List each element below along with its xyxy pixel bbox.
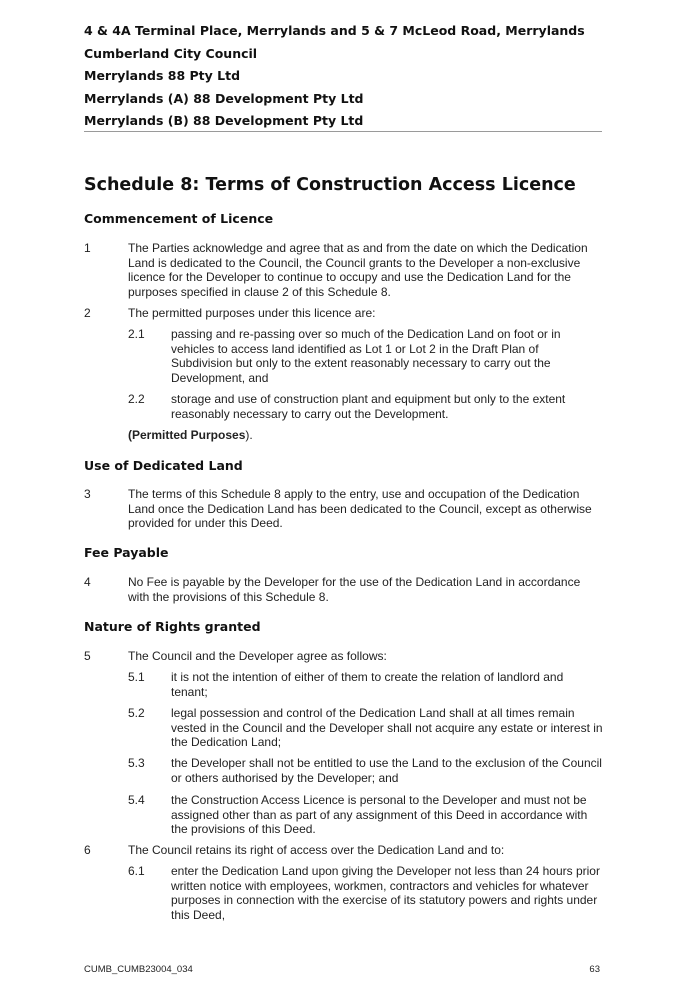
clause-5-1-text: it is not the intention of either of them to create the relation of landlord and tenant; xyxy=(171,670,564,699)
header-party-council: Cumberland City Council xyxy=(84,45,258,61)
clause-3-number: 3 xyxy=(84,487,91,501)
heading-nature-of-rights: Nature of Rights granted xyxy=(84,619,261,634)
clause-5-3-number: 5.3 xyxy=(128,756,145,770)
clause-5-2-number: 5.2 xyxy=(128,706,145,720)
clause-5-3-text: the Developer shall not be entitled to use the Land to the exclusion of the Council or others authorised by the Developer; and xyxy=(171,756,602,785)
header-party-developer: Merrylands 88 Pty Ltd xyxy=(84,68,241,83)
header-project-address: 4 & 4A Terminal Place, Merrylands and 5 & 7 McLeod Road, Merrylands xyxy=(84,23,585,38)
clause-2-number: 2 xyxy=(84,306,91,320)
clause-3-text: The terms of this Schedule 8 apply to the entry, use and occupation of the Dedication Land once the Dedication Land has been dedicated to the Council, except as otherwise provided for under this Deed. xyxy=(128,487,592,531)
heading-use-of-dedicated-land: Use of Dedicated Land xyxy=(84,458,243,473)
clause-2-1-number: 2.1 xyxy=(128,327,145,341)
heading-commencement: Commencement of Licence xyxy=(84,211,274,226)
clause-1-number: 1 xyxy=(84,241,91,255)
clause-5-1-number: 5.1 xyxy=(128,670,145,684)
header-party-developer-a: Merrylands (A) 88 Development Pty Ltd xyxy=(84,90,364,106)
footer-document-reference: CUMB_CUMB23004_034 xyxy=(84,964,193,975)
clause-6-1-text: enter the Dedication Land upon giving the Developer not less than 24 hours prior written notice with employees, workmen, contractors and vehicles for whatever purposes in connection with the exercise of its statutory powers and rights under this Deed, xyxy=(171,864,600,922)
clause-1-text: The Parties acknowledge and agree that as and from the date on which the Dedication Land is dedicated to the Council, the Council grants to the Developer a non-exclusive licence for the Developer to continue to occupy and use the Dedication Land for the purposes specified in clause 2 of this Schedule 8. xyxy=(128,241,588,299)
clause-5-4-number: 5.4 xyxy=(128,793,145,807)
clause-5-number: 5 xyxy=(84,649,91,663)
permitted-purposes-definition xyxy=(128,428,253,443)
document-header xyxy=(84,20,602,133)
clause-2-text: The permitted purposes under this licence are: xyxy=(128,306,376,320)
clause-6-number: 6 xyxy=(84,843,91,857)
clause-2-2-text: storage and use of construction plant and equipment but only to the extent reasonably necessary to carry out the Development. xyxy=(171,392,566,421)
header-divider xyxy=(84,131,602,132)
defined-term-suffix: ). xyxy=(245,428,253,442)
clause-2-2-number: 2.2 xyxy=(128,392,145,406)
heading-fee-payable: Fee Payable xyxy=(84,545,169,560)
clause-5-text: The Council and the Developer agree as follows: xyxy=(128,649,387,663)
clause-4-number: 4 xyxy=(84,575,91,589)
clause-5-2-text: legal possession and control of the Dedication Land shall at all times remain vested in the Council and the Developer shall not acquire any estate or interest in the Dedication Land; xyxy=(171,706,603,750)
clause-6-text: The Council retains its right of access over the Dedication Land and to: xyxy=(128,843,505,857)
defined-term: (Permitted Purposes xyxy=(128,428,246,442)
schedule-title: Schedule 8: Terms of Construction Access Licence xyxy=(84,175,576,195)
clause-6-1-number: 6.1 xyxy=(128,864,145,878)
clause-5-4-text: the Construction Access Licence is personal to the Developer and must not be assigned other than as part of any assignment of this Deed in accordance with the provisions of this Deed. xyxy=(171,793,588,837)
clause-2-1-text: passing and re-passing over so much of the Dedication Land on foot or in vehicles to access land identified as Lot 1 or Lot 2 in the Draft Plan of Subdivision but only to the extent reasonably necessary to carry out the Development, and xyxy=(171,327,561,385)
footer-page-number: 63 xyxy=(589,964,600,975)
clause-4-text: No Fee is payable by the Developer for the use of the Dedication Land in accordance with the provisions of this Schedule 8. xyxy=(128,575,581,604)
header-party-developer-b: Merrylands (B) 88 Development Pty Ltd xyxy=(84,113,364,128)
